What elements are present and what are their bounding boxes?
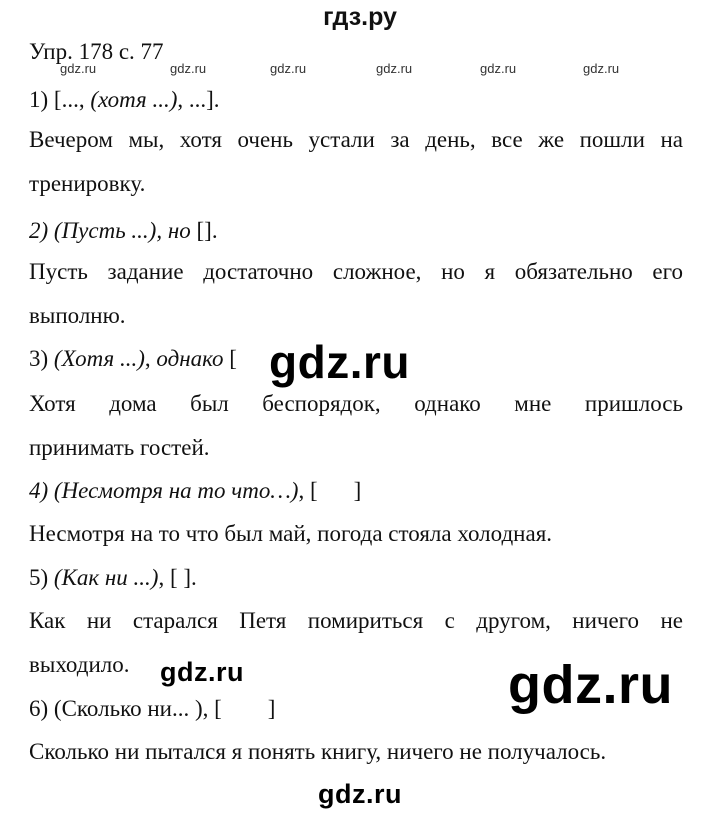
sentence-2-line-1: Пусть задание достаточно сложное, но я обязательно его xyxy=(29,259,683,284)
sentence-3-line-1: Хотя дома был беспорядок, однако мне пришлось xyxy=(29,391,683,416)
sentence-3-line-2: принимать гостей. xyxy=(29,435,210,460)
watermark-large: gdz.ru xyxy=(508,655,673,715)
scheme-3: 3) (Хотя ...), однако [ xyxy=(29,346,237,371)
scheme-2: 2) (Пусть ...), но []. xyxy=(29,218,218,243)
scheme-4: 4) (Несмотря на то что…), [ ] xyxy=(29,478,362,503)
sentence-6-line-1: Сколько ни пытался я понять книгу, ничего не получалось. xyxy=(29,739,607,764)
site-title: гдз.ру xyxy=(323,3,397,31)
sentence-5-line-2: выходило. xyxy=(29,652,130,677)
sentence-4-line-1: Несмотря на то что был май, погода стояла холодная. xyxy=(29,521,553,546)
watermark: gdz.ru xyxy=(60,61,97,76)
scheme-6: 6) (Сколько ни... ), [ ] xyxy=(29,696,276,721)
exercise-header: Упр. 178 с. 77 xyxy=(29,39,164,64)
watermark: gdz.ru xyxy=(583,61,620,76)
watermark: gdz.ru xyxy=(160,657,244,687)
watermark: gdz.ru xyxy=(270,61,307,76)
watermark: gdz.ru xyxy=(170,61,207,76)
watermark: gdz.ru xyxy=(376,61,413,76)
sentence-2-line-2: выполню. xyxy=(29,303,126,328)
sentence-1-line-2: тренировку. xyxy=(29,171,146,196)
sentence-5-line-1: Как ни старался Петя помириться с другом, ничего не xyxy=(29,608,683,633)
scheme-5: 5) (Как ни ...), [ ]. xyxy=(29,565,197,590)
watermark: gdz.ru xyxy=(480,61,517,76)
watermark: gdz.ru xyxy=(318,779,402,809)
watermark-large: gdz.ru xyxy=(265,335,414,389)
sentence-1-line-1: Вечером мы, хотя очень устали за день, все же пошли на xyxy=(29,127,683,152)
scheme-1: 1) [..., (хотя ...), ...]. xyxy=(29,87,220,112)
